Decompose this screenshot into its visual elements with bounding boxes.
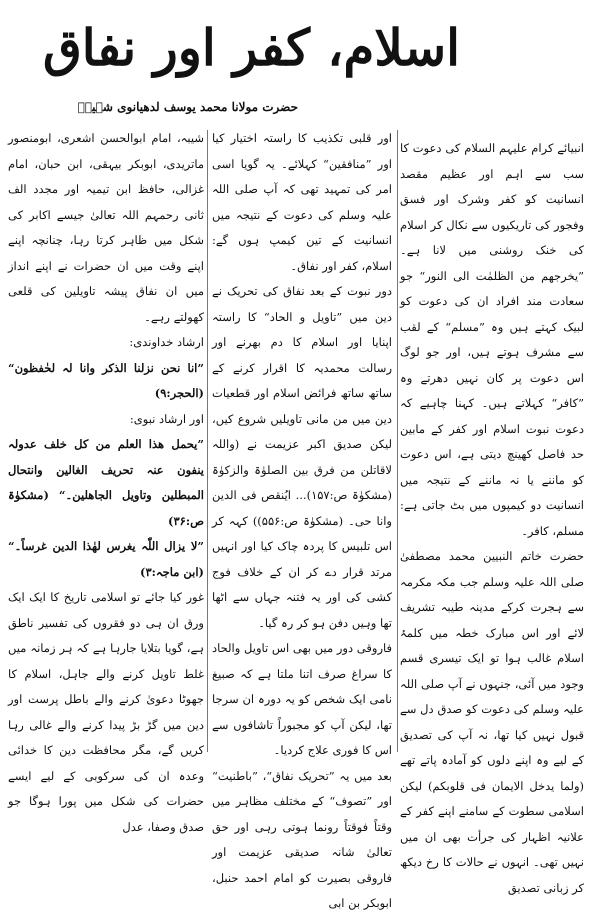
paragraph: حضرت خاتم النبیین محمد مصطفیٰ صلی اللہ علیہ وسلم جب مکہ مکرمہ سے ہجرت کرکے مدینہ طیبہ تشریف لائے اور اس مبارک خطہ میں کلمۂ اسلام غالب ہوا تو ایک تیسری قسم وجود میں آئی، جنہوں نے آپ صلی اللہ علیہ وسلم کی دعوت کو صدق دل سے قبول نہیں کیا تھا، نہ آپ کی تصدیق کے لیے وہ اپنے دلوں کو آمادہ پاتے تھے (ولما یدخل الایمان فی قلوبکم) لیکن اسلامی سطوت کے سامنے اپنے کفر کے علانیہ اظہار کی جرأت بھی ان میں نہیں تھی۔ انہوں نے حالات کا رخ دیکھ کر زبانی تصدیق	[400, 549, 584, 895]
paragraph: انبیائے کرام علیہم السلام کی دعوت کا سب سے اہم اور عظیم مقصد انسانیت کو کفر وشرک اور فسق وفجور کی تاریکیوں سے نکال کر اسلام کی خنک روشنی میں لانا ہے۔ ”یخرجھم من الظلمٰت الی النور“ جو سعادت مند افراد ان کی دعوت کو لبیک کہتے ہیں وہ ”مسلم“ کے لقب سے مشرف ہوتے ہیں، اور جو لوگ اس دعوت پر کان نہیں دھرتے وہ ”کافر“ کہلاتے ہیں۔ کہنا چاہیے کہ دعوت نبوت اسلام اور کفر کے مابین حد فاصل کھینچ دیتی ہے، اس دعوت کو ماننے یا نہ ماننے کے نتیجہ میں انسانیت دو کیمپوں میں بٹ جاتی ہے: مسلم، کافر۔	[400, 141, 584, 538]
paragraph: اور قلبی تکذیب کا راستہ اختیار کیا اور ”منافقین“ کہلائے۔ یہ گویا اسی امر کی تمہید تھی کہ آپ صلی اللہ علیہ وسلم کی دعوت کے نتیجہ میں انسانیت کے تین کیمپ ہوں گے: اسلام، کفر اور نفاق۔	[212, 131, 392, 273]
paragraph: دور نبوت کے بعد نفاق کی تحریک نے دین میں ”تاویل و الحاد“ کا راستہ اپنایا اور اسلام کا دم بھرنے اور رسالت محمدیہ کا اقرار کرنے کے ساتھ ساتھ فرائض اسلام اور قطعیات دین میں من مانی تاویلیں شروع کیں، لیکن صدیق اکبر عزیمت نے (واللہ لاقاتلن من فرق بین الصلوٰۃ والزکوٰۃ (مشکوٰۃ ص:۱۵۷)... ایُنقص فی الدین وانا حی۔ (مشکوٰۃ ص:۵۵۶)) کہہ کر اس تلبیس کا پردہ چاک کیا اور انہیں مرتد قرار دے کر ان کے خلاف فوج کشی کی اور یہ فتنہ جہاں سے اٹھا تھا وہیں دفن ہو کر رہ گیا۔	[212, 284, 392, 630]
article-title: اسلام، کفر اور نفاق	[42, 18, 460, 77]
hadith-quote: ”لا یزال اللّٰہ یغرس لھٰذا الدین غرساً۔“ (ابن ماجہ:۳)	[8, 539, 204, 579]
column-left	[8, 126, 204, 834]
column-divider	[207, 130, 208, 752]
paragraph: شیبہ، امام ابوالحسن اشعری، ابومنصور ماتریدی، ابوبکر بیہقی، ابن حبان، امام غزالی، حافظ ابن تیمیہ اور مجدد الف ثانی رحمہم اللہ تعالیٰ جیسے اکابر کی شکل میں ظاہر کرتا رہا، چنانچہ اپنے اپنے وقت میں ان حضرات نے اپنے انداز میں ان نفاق پیشہ تاویلین کی قلعی کھولتے رہے۔	[8, 131, 204, 324]
quran-quote: ”انا نحن نزلنا الذکر وانا لہ لحٰفظون“ (الحجر:۹)	[8, 360, 204, 400]
column-right	[400, 136, 584, 895]
hadith-quote: ”یحمل ھذا العلم من کل خلف عدولہ ینفون عنہ تحریف الغالین وانتحال المبطلین وتاویل الجاھلین۔“ (مشکوٰۃ ص:۳۶)	[8, 437, 204, 528]
column-middle	[212, 126, 392, 910]
paragraph: غور کیا جائے تو اسلامی تاریخ کا ایک ایک ورق ان ہی دو فقروں کی تفسیر ناطق ہے، گویا بتلایا جارہا ہے کہ ہر زمانہ میں غلط تاویل کرنے والے جاہل، اسلام کا جھوٹا دعویٰ کرنے والے باطل پرست اور دین میں گڑ بڑ پیدا کرنے والے غالی رہا کریں گے، مگر محافظت دین کا خدائی وعدہ ان کی سرکوبی کے لیے ایسے حضرات کی شکل میں پورا ہوگا جو صدق وصفا، عدل	[8, 590, 204, 834]
paragraph: فاروقی دور میں بھی اس تاویل والحاد کا سراغ صرف اتنا ملتا ہے کہ صبیغ نامی ایک شخص کو یہ دورہ ان سرجا تھا، لیکن آپ کو مجبوراً تاشافوں سے اس کا فوری علاج کردیا۔	[212, 641, 392, 757]
subheading: ارشاد خداوندی:	[129, 335, 204, 349]
author-byline: حضرت مولانا محمد یوسف لدھیانوی شہیدؒ	[77, 100, 298, 114]
subheading: اور ارشاد نبوی:	[129, 411, 204, 426]
column-divider	[397, 130, 398, 752]
paragraph: بعد میں یہ ”تحریک نفاق“، ”باطنیت“ اور ”تصوف“ کے مختلف مظاہر میں وقتاً فوقتاً رونما ہوتی رہی اور حق تعالیٰ شانہ صدیقی عزیمت اور فاروقی بصیرت کو امام احمد حنبل، ابوبکر بن ابی	[212, 768, 392, 910]
